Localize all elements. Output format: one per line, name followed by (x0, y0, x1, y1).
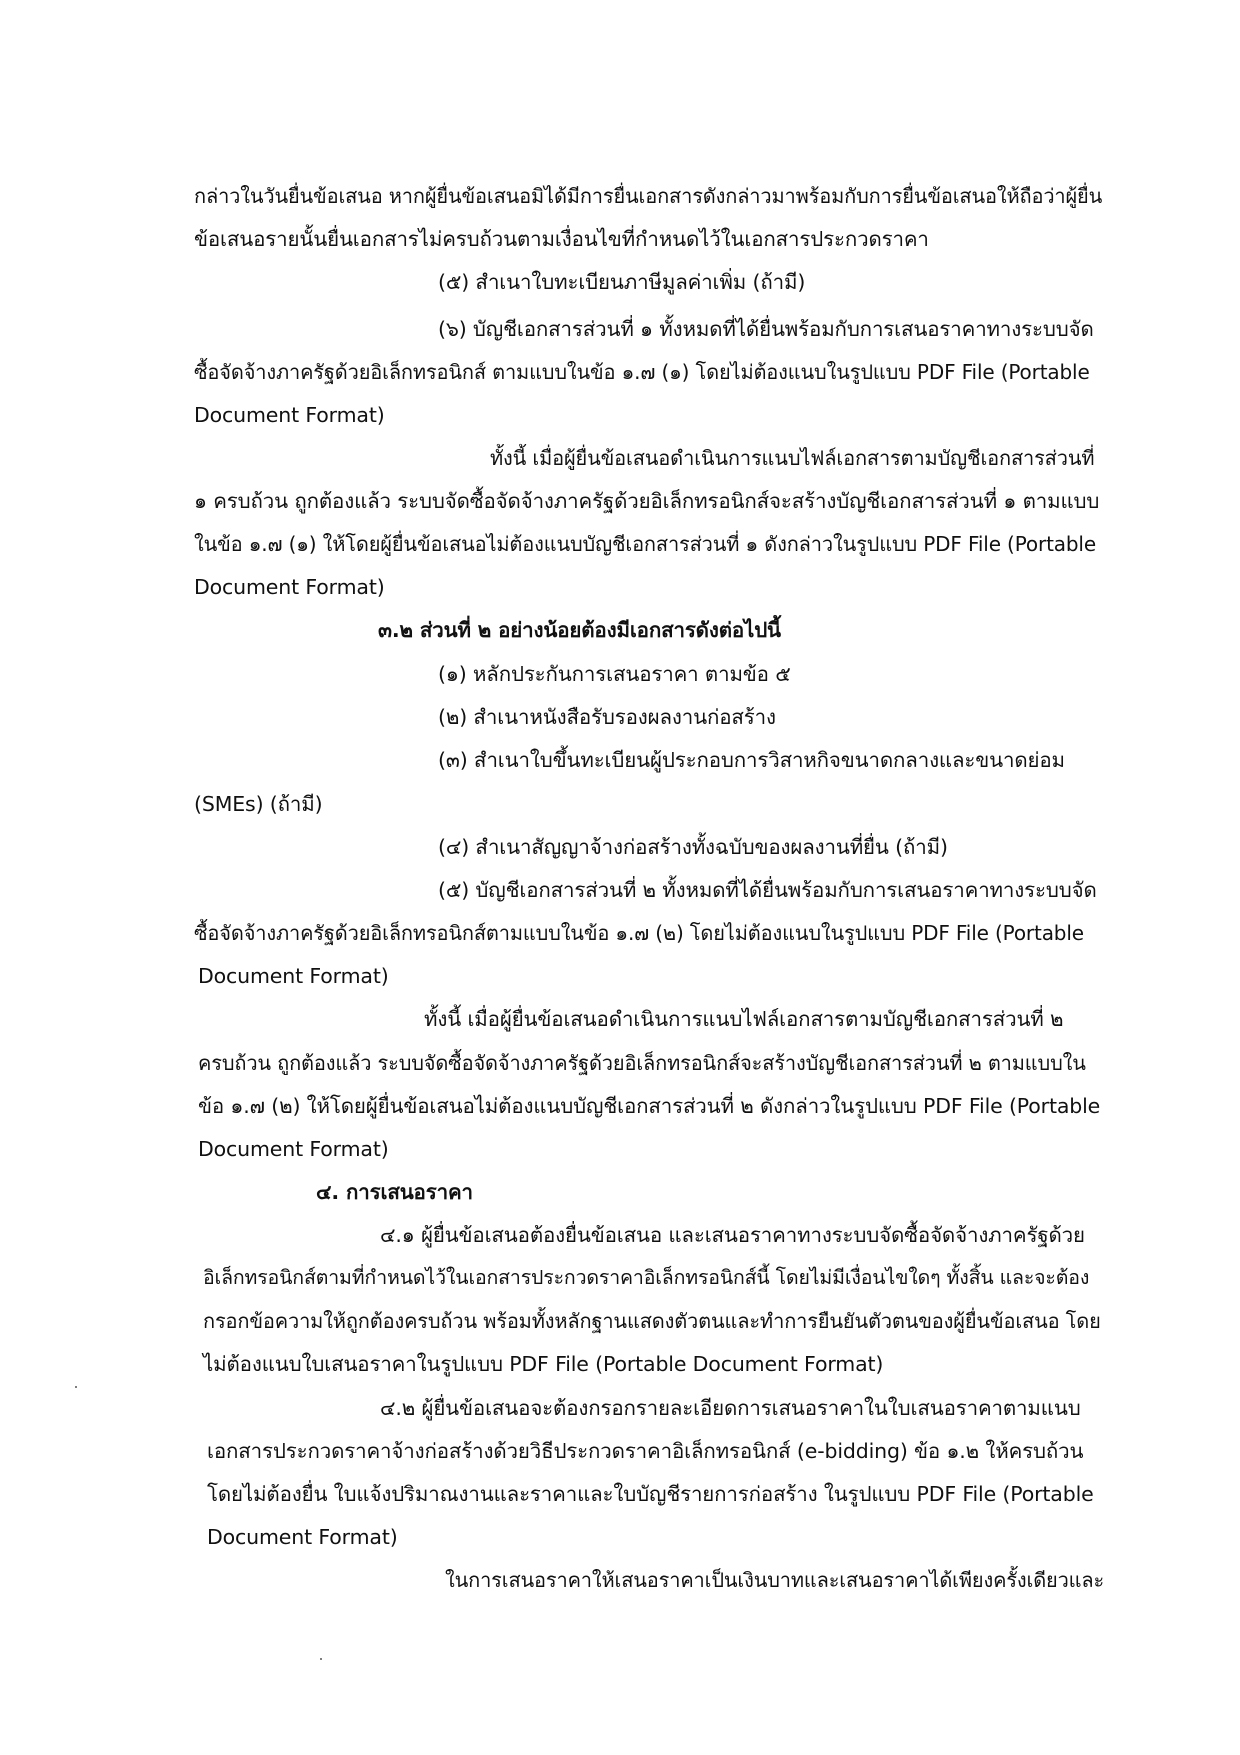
list-item: (๒) สำเนาหนังสือรับรองผลงานก่อสร้าง (438, 705, 776, 729)
text-line: ข้อเสนอรายนั้นยื่นเอกสารไม่ครบถ้วนตามเงื่อนไขที่กำหนดไว้ในเอกสารประกวดราคา (194, 227, 929, 251)
section-heading: ๔. การเสนอราคา (316, 1180, 473, 1204)
text-line: เอกสารประกวดราคาจ้างก่อสร้างด้วยวิธีประกวดราคาอิเล็กทรอนิกส์ (e-bidding) ข้อ ๑.๒ ให้ครบถ้วน (207, 1439, 1084, 1463)
text-line: (SMEs) (ถ้ามี) (194, 792, 323, 816)
text-line: กล่าวในวันยื่นข้อเสนอ หากผู้ยื่นข้อเสนอมิได้มีการยื่นเอกสารดังกล่าวมาพร้อมกับการยื่นข้อเสนอให้ถือว่าผู้ยื่น (194, 184, 1103, 208)
text-line: อิเล็กทรอนิกส์ตามที่กำหนดไว้ในเอกสารประกวดราคาอิเล็กทรอนิกส์นี้ โดยไม่มีเงื่อนไขใดๆ ทั้งสิ้น และจะต้อง (203, 1266, 1090, 1289)
paragraph-start: ทั้งนี้ เมื่อผู้ยื่นข้อเสนอดำเนินการแนบไฟล์เอกสารตามบัญชีเอกสารส่วนที่ (490, 446, 1095, 470)
paragraph-start: ทั้งนี้ เมื่อผู้ยื่นข้อเสนอดำเนินการแนบไฟล์เอกสารตามบัญชีเอกสารส่วนที่ ๒ (424, 1007, 1064, 1031)
subsection-start: ๔.๑ ผู้ยื่นข้อเสนอต้องยื่นข้อเสนอ และเสนอราคาทางระบบจัดซื้อจัดจ้างภาครัฐด้วย (380, 1223, 1085, 1247)
text-line: Document Format) (198, 1137, 389, 1161)
scan-speck (75, 1386, 77, 1388)
list-item: (๕) บัญชีเอกสารส่วนที่ ๒ ทั้งหมดที่ได้ยื่นพร้อมกับการเสนอราคาทางระบบจัด (438, 878, 1097, 902)
text-line: โดยไม่ต้องยื่น ใบแจ้งปริมาณงานและราคาและใบบัญชีรายการก่อสร้าง ในรูปแบบ PDF File (Portable (207, 1482, 1094, 1506)
subsection-start: ๔.๒ ผู้ยื่นข้อเสนอจะต้องกรอกรายละเอียดการเสนอราคาในใบเสนอราคาตามแนบ (380, 1396, 1081, 1420)
text-line: Document Format) (207, 1525, 398, 1549)
text-line: ไม่ต้องแนบใบเสนอราคาในรูปแบบ PDF File (Portable Document Format) (203, 1352, 884, 1376)
section-heading: ๓.๒ ส่วนที่ ๒ อย่างน้อยต้องมีเอกสารดังต่อไปนี้ (378, 618, 781, 642)
text-line: ในข้อ ๑.๗ (๑) ให้โดยผู้ยื่นข้อเสนอไม่ต้องแนบบัญชีเอกสารส่วนที่ ๑ ดังกล่าวในรูปแบบ PDF File (Portable (194, 532, 1096, 556)
text-line: ครบถ้วน ถูกต้องแล้ว ระบบจัดซื้อจัดจ้างภาครัฐด้วยอิเล็กทรอนิกส์จะสร้างบัญชีเอกสารส่วนที่ ๒ ตามแบบใน (198, 1051, 1086, 1075)
text-line: ซื้อจัดจ้างภาครัฐด้วยอิเล็กทรอนิกส์ตามแบบในข้อ ๑.๗ (๒) โดยไม่ต้องแนบในรูปแบบ PDF File (Portable (194, 921, 1084, 945)
list-item: (๓) สำเนาใบขึ้นทะเบียนผู้ประกอบการวิสาหกิจขนาดกลางและขนาดย่อม (438, 748, 1065, 772)
list-item: (๔) สำเนาสัญญาจ้างก่อสร้างทั้งฉบับของผลงานที่ยื่น (ถ้ามี) (438, 835, 948, 859)
list-item: (๕) สำเนาใบทะเบียนภาษีมูลค่าเพิ่ม (ถ้ามี) (438, 270, 806, 294)
text-line: ๑ ครบถ้วน ถูกต้องแล้ว ระบบจัดซื้อจัดจ้างภาครัฐด้วยอิเล็กทรอนิกส์จะสร้างบัญชีเอกสารส่วนที่ ๑ ตามแบบ (194, 489, 1100, 513)
text-line: กรอกข้อความให้ถูกต้องครบถ้วน พร้อมทั้งหลักฐานแสดงตัวตนและทำการยืนยันตัวตนของผู้ยื่นข้อเสนอ โดย (203, 1309, 1101, 1333)
paragraph-start: ในการเสนอราคาให้เสนอราคาเป็นเงินบาทและเสนอราคาได้เพียงครั้งเดียวและ (445, 1568, 1105, 1592)
text-line: Document Format) (198, 964, 389, 988)
text-line: Document Format) (194, 403, 385, 427)
scan-speck (320, 1658, 322, 1660)
list-item: (๑) หลักประกันการเสนอราคา ตามข้อ ๕ (438, 662, 791, 686)
text-line: ซื้อจัดจ้างภาครัฐด้วยอิเล็กทรอนิกส์ ตามแบบในข้อ ๑.๗ (๑) โดยไม่ต้องแนบในรูปแบบ PDF File (Portable (194, 360, 1090, 384)
text-line: ข้อ ๑.๗ (๒) ให้โดยผู้ยื่นข้อเสนอไม่ต้องแนบบัญชีเอกสารส่วนที่ ๒ ดังกล่าวในรูปแบบ PDF File (Portable (198, 1094, 1101, 1118)
text-line: Document Format) (194, 575, 385, 599)
list-item: (๖) บัญชีเอกสารส่วนที่ ๑ ทั้งหมดที่ได้ยื่นพร้อมกับการเสนอราคาทางระบบจัด (438, 317, 1094, 341)
